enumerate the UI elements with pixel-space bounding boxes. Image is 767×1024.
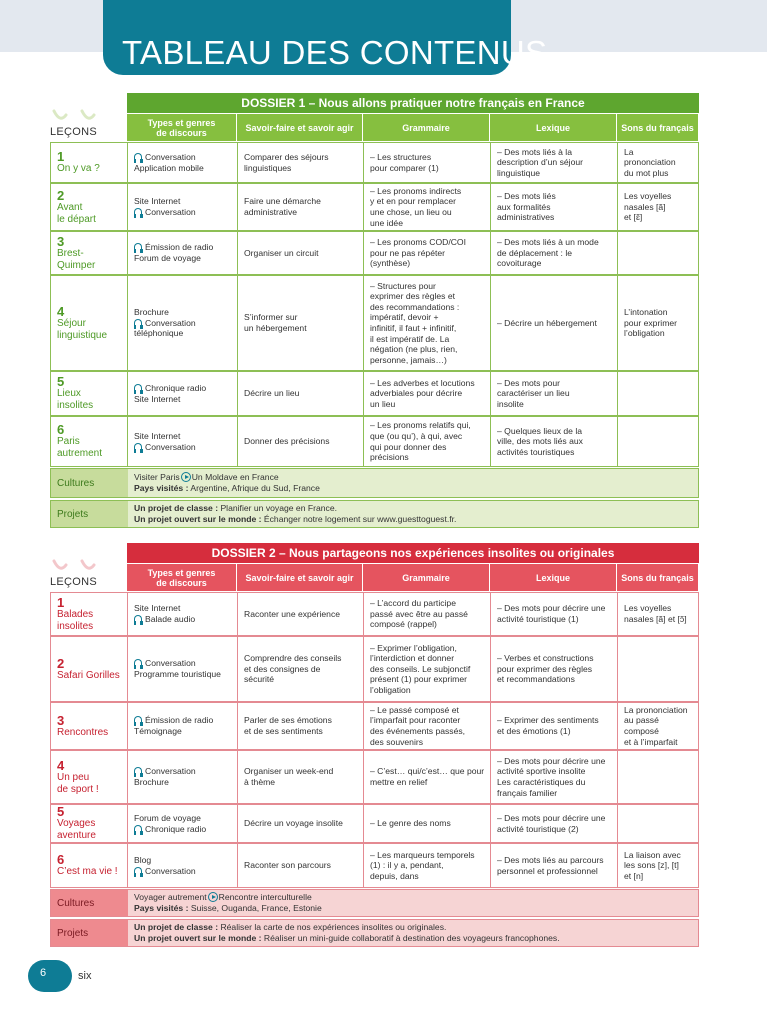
lesson-title (51, 844, 128, 887)
lesson-number: 6 (57, 852, 65, 867)
type-line (134, 658, 221, 669)
projet-monde-label: Un projet ouvert sur le monde : (134, 514, 262, 524)
sounds-cell: La prononciation du mot plus (624, 146, 676, 178)
projet-classe (134, 922, 698, 933)
type-line (134, 614, 195, 625)
grammar-cell: – Exprimer l’obligation, l’interdiction et donner des conseils. Le subjonctif présent (1) pour exprimer l’obligation (370, 642, 471, 695)
lesson-row (50, 371, 699, 416)
cultures-item: Visiter Paris (134, 472, 180, 482)
column-header: Lexique (490, 114, 616, 141)
savoir-faire-cell: Raconter son parcours (244, 860, 331, 871)
grammar-cell: – Les pronoms relatifs qui, que (ou qu’), à qui, avec qui pour donner des précisions (370, 420, 471, 463)
type-text: téléphonique (134, 328, 184, 339)
type-line (134, 394, 206, 405)
lesson-name: Safari Gorilles (57, 669, 120, 681)
grammar-cell: – Les marqueurs temporels (1) : il y a, pendant, depuis, dans (370, 849, 475, 881)
column-header: Sons du français (617, 114, 698, 141)
type-line (134, 855, 196, 866)
projet-monde-label: Un projet ouvert sur le monde : (134, 933, 262, 943)
grammar-cell: – C’est… qui/c’est… que pour mettre en relief (370, 766, 485, 787)
countries: Argentine, Afrique du Sud, France (188, 483, 320, 493)
lesson-number: 4 (57, 757, 65, 773)
headphones-icon (134, 867, 142, 875)
types-list (134, 152, 204, 173)
savoir-faire-cell: S’informer sur un hébergement (244, 312, 307, 333)
type-text: Forum de voyage (134, 253, 201, 263)
lesson-number: 2 (57, 187, 65, 203)
type-text: Chronique radio (145, 382, 207, 393)
cultures-row (50, 889, 699, 917)
type-text: Conversation (145, 317, 196, 328)
type-text: Conversation (145, 658, 196, 669)
cultures-text (128, 890, 698, 916)
projets-row (50, 919, 699, 947)
type-text: Témoignage (134, 726, 182, 736)
lesson-types (128, 844, 238, 887)
savoir-faire-cell: Organiser un circuit (244, 247, 319, 258)
projet-monde (134, 514, 698, 525)
grammar-cell: – Les pronoms indirects y et en pour remplacer une chose, un lieu ou une idée (370, 185, 462, 228)
grammar-cell: – Le passé composé et l’imparfait pour raconter des événements passés, des souvenirs (370, 704, 466, 747)
lexicon-cell: – Décrire un hébergement (497, 317, 597, 328)
type-text: Conversation (145, 766, 196, 777)
cultures-line-2 (134, 483, 698, 494)
lesson-title (51, 703, 128, 749)
savoir-faire-cell: Comparer des séjours linguistiques (244, 151, 329, 173)
lecons-tick-icon (52, 109, 96, 123)
cultures-label: Cultures (51, 890, 128, 916)
type-text: Brochure (134, 307, 169, 318)
lesson-title (51, 593, 128, 635)
lesson-row (50, 142, 699, 183)
lesson-row (50, 636, 699, 702)
type-line (134, 328, 196, 339)
grammar-cell: – Les adverbes et locutions adverbiales pour décrire un lieu (370, 377, 475, 409)
lesson-row (50, 843, 699, 888)
type-line (134, 152, 204, 163)
cultures-item: Un Moldave en France (191, 472, 279, 482)
type-line (134, 824, 206, 835)
lesson-row (50, 804, 699, 843)
video-play-icon (181, 472, 191, 482)
lesson-title (51, 805, 128, 842)
sounds-cell (618, 751, 700, 803)
type-line (134, 242, 213, 253)
dossier-banner: DOSSIER 2 – Nous partageons nos expériences insolites ou originales (127, 543, 699, 563)
type-line (134, 431, 196, 442)
types-list (134, 813, 206, 834)
sounds-cell: La prononciation au passé composé et à l’imparfait (624, 704, 688, 747)
projet-classe-label: Un projet de classe : (134, 503, 219, 513)
countries-label: Pays visités : (134, 903, 189, 913)
lesson-title (51, 232, 128, 274)
lesson-row (50, 231, 699, 275)
sounds-cell: L’intonation pour exprimer l’obligation (624, 307, 678, 339)
lesson-number: 5 (57, 805, 65, 819)
grammar-cell: – L’accord du participe passé avec être au passé composé (rappel) (370, 598, 468, 630)
page-title: TABLEAU DES CONTENUS (122, 34, 548, 71)
types-list (134, 383, 206, 404)
type-text: Site Internet (134, 603, 181, 614)
countries: Suisse, Ouganda, France, Estonie (188, 903, 322, 913)
grammar-cell: – Le genre des noms (370, 818, 451, 829)
headphones-icon (134, 153, 142, 161)
lesson-types (128, 232, 238, 274)
lesson-number: 6 (57, 422, 65, 437)
lesson-name: Lieux insolites (57, 388, 94, 411)
sounds-cell (618, 805, 700, 842)
lesson-name: Séjour linguistique (57, 317, 108, 341)
sounds-cell: La liaison avec les sons [z], [t] et [n] (624, 849, 681, 881)
grammar-cell: – Structures pour exprimer des règles et des recommandations : impératif, devoir + infinitif, il faut + infinitif, il est impératif de. La négation (ne plus, rien, personne, jamais…) (370, 280, 460, 365)
lecons-label: LEÇONS (50, 126, 98, 138)
types-list (134, 196, 196, 217)
type-line (134, 715, 213, 726)
sounds-cell: Les voyelles nasales [ã] et [ɔ̃] (624, 603, 687, 624)
lexicon-cell: – Des mots liés à un mode de déplacement : le covoiturage (497, 237, 599, 269)
lesson-row (50, 592, 699, 636)
type-line (134, 207, 196, 218)
cultures-item: Voyager autrement (134, 892, 207, 902)
sounds-cell (618, 637, 700, 701)
savoir-faire-cell: Donner des précisions (244, 436, 330, 447)
projet-classe-text: Réaliser la carte de nos expériences insolites ou originales. (218, 922, 447, 932)
lesson-row (50, 416, 699, 467)
page-number: 6 (40, 967, 47, 979)
types-list (134, 603, 195, 624)
lesson-types (128, 143, 238, 182)
column-header: Savoir-faire et savoir agir (237, 114, 362, 141)
types-list (134, 658, 221, 679)
savoir-faire-cell: Décrire un voyage insolite (244, 818, 343, 829)
lecons-label: LEÇONS (50, 576, 98, 588)
types-list (134, 242, 213, 263)
lesson-types (128, 276, 238, 370)
type-text: Blog (134, 854, 152, 865)
lexicon-cell: – Des mots liés à la description d’un séjour linguistique (497, 146, 583, 178)
lesson-types (128, 417, 238, 466)
headphones-icon (134, 208, 142, 216)
lesson-name: Voyages aventure (57, 818, 96, 841)
savoir-faire-cell: Faire une démarche administrative (244, 196, 321, 217)
lesson-types (128, 751, 238, 803)
type-text: Conversation (145, 441, 196, 452)
lesson-types (128, 184, 238, 230)
types-list (134, 307, 196, 339)
lexicon-cell: – Des mots liés aux formalités administratives (497, 191, 556, 223)
lesson-number: 5 (57, 374, 65, 389)
lesson-title (51, 184, 128, 230)
page-number-badge (28, 960, 72, 992)
savoir-faire-cell: Comprendre des conseils et des consignes de sécurité (244, 653, 342, 685)
type-line (134, 777, 196, 788)
type-line (134, 766, 196, 777)
savoir-faire-cell: Parler de ses émotions et de ses sentiments (244, 715, 332, 736)
lesson-number: 4 (57, 303, 65, 319)
page-number-word: six (78, 970, 92, 982)
cultures-text (128, 469, 698, 497)
savoir-faire-cell: Décrire un lieu (244, 388, 300, 399)
type-text: Conversation (145, 207, 196, 217)
lesson-name: Paris autrement (57, 436, 103, 459)
type-text: Chronique radio (145, 823, 207, 834)
lesson-number: 3 (57, 712, 65, 728)
lexicon-cell: – Des mots liés au parcours personnel et professionnel (497, 854, 604, 876)
lesson-name: Avant le départ (57, 201, 96, 225)
projet-classe (134, 503, 698, 514)
lesson-types (128, 372, 238, 415)
type-line (134, 813, 206, 824)
headphones-icon (134, 825, 142, 833)
savoir-faire-cell: Raconter une expérience (244, 608, 341, 619)
column-header: Savoir-faire et savoir agir (237, 564, 362, 591)
headphones-icon (134, 716, 142, 724)
column-header: Types et genres de discours (127, 114, 236, 141)
lecons-tick-icon (52, 559, 96, 573)
lesson-title (51, 276, 128, 370)
types-list (134, 766, 196, 787)
cultures-line-1 (134, 472, 698, 483)
type-line (134, 442, 196, 453)
lesson-number: 1 (57, 594, 65, 610)
lexicon-cell: – Des mots pour décrire une activité touristique (2) (497, 812, 606, 834)
cultures-line-1 (134, 892, 698, 903)
type-text: Forum de voyage (134, 812, 201, 823)
type-text: Conversation (145, 865, 196, 876)
type-text: Conversation (145, 151, 196, 162)
lesson-row (50, 183, 699, 231)
lesson-types (128, 805, 238, 842)
projet-classe-text: Planifier un voyage en France. (218, 503, 338, 513)
type-text: Balade audio (145, 614, 196, 624)
projet-monde (134, 933, 698, 944)
column-header: Grammaire (363, 114, 489, 141)
lesson-number: 3 (57, 233, 65, 249)
types-list (134, 431, 196, 452)
type-text: Site Internet (134, 430, 181, 441)
headphones-icon (134, 767, 142, 775)
sounds-cell (618, 372, 700, 415)
lesson-types (128, 703, 238, 749)
type-text: Application mobile (134, 162, 204, 173)
lesson-title (51, 637, 128, 701)
column-header: Grammaire (363, 564, 489, 591)
lesson-row (50, 750, 699, 804)
type-line (134, 253, 213, 264)
video-play-icon (208, 892, 218, 902)
headphones-icon (134, 319, 142, 327)
projet-monde-text: Réaliser un mini-guide collaboratif à destination des voyageurs francophones. (261, 933, 560, 943)
lesson-types (128, 593, 238, 635)
cultures-line-2 (134, 903, 698, 914)
types-list (134, 715, 213, 736)
lesson-row (50, 702, 699, 750)
projet-classe-label: Un projet de classe : (134, 922, 219, 932)
type-text: Brochure (134, 777, 169, 787)
projet-monde-text: Échanger notre logement sur www.guesttoguest.fr. (261, 514, 457, 524)
lesson-number: 2 (57, 655, 65, 671)
grammar-cell: – Les structures pour comparer (1) (370, 151, 439, 173)
sounds-cell: Les voyelles nasales [ã] et [ɛ̃] (624, 191, 672, 223)
lesson-name: Balades insolites (57, 608, 94, 632)
grammar-cell: – Les pronoms COD/COI pour ne pas répéter (synthèse) (370, 237, 466, 269)
headphones-icon (134, 443, 142, 451)
headphones-icon (134, 615, 142, 623)
headphones-icon (134, 659, 142, 667)
projets-text (128, 920, 698, 946)
type-line (134, 307, 196, 318)
lesson-title (51, 372, 128, 415)
type-line (134, 669, 221, 680)
projets-label: Projets (51, 501, 128, 527)
lexicon-cell: – Exprimer des sentiments et des émotions (1) (497, 715, 599, 736)
sounds-cell (618, 232, 700, 274)
cultures-label: Cultures (51, 469, 128, 497)
projets-text (128, 501, 698, 527)
sounds-cell (618, 417, 700, 466)
type-line (134, 383, 206, 394)
lesson-row (50, 275, 699, 371)
column-header: Types et genres de discours (127, 564, 236, 591)
type-text: Site Internet (134, 196, 181, 207)
lesson-name: Un peu de sport ! (57, 771, 99, 795)
type-line (134, 866, 196, 877)
lesson-name: Brest- Quimper (57, 247, 96, 271)
column-header: Lexique (490, 564, 616, 591)
cultures-row (50, 468, 699, 498)
headphones-icon (134, 384, 142, 392)
lexicon-cell: – Quelques lieux de la ville, des mots liés aux activités touristiques (497, 425, 583, 457)
type-line (134, 196, 196, 207)
lexicon-cell: – Des mots pour décrire une activité sportive insolite Les caractéristiques du français familier (497, 755, 606, 798)
type-text: Site Internet (134, 393, 181, 404)
type-line (134, 163, 204, 174)
lesson-number: 1 (57, 149, 65, 164)
projets-label: Projets (51, 920, 128, 946)
type-line (134, 603, 195, 614)
lexicon-cell: – Des mots pour décrire une activité touristique (1) (497, 603, 606, 624)
lesson-title (51, 751, 128, 803)
countries-label: Pays visités : (134, 483, 189, 493)
lexicon-cell: – Verbes et constructions pour exprimer des règles et recommandations (497, 653, 594, 685)
lesson-title (51, 417, 128, 466)
type-line (134, 318, 196, 329)
type-text: Émission de radio (145, 242, 214, 253)
cultures-item: Rencontre interculturelle (218, 892, 312, 902)
types-list (134, 855, 196, 876)
column-header: Sons du français (617, 564, 698, 591)
lesson-title (51, 143, 128, 182)
type-text: Programme touristique (134, 669, 221, 679)
savoir-faire-cell: Organiser un week-end à thème (244, 766, 334, 787)
type-line (134, 726, 213, 737)
dossier-banner: DOSSIER 1 – Nous allons pratiquer notre français en France (127, 93, 699, 113)
type-text: Émission de radio (145, 715, 214, 726)
lesson-name: On y va ? (57, 163, 100, 174)
projets-row (50, 500, 699, 528)
lesson-types (128, 637, 238, 701)
headphones-icon (134, 243, 142, 251)
lesson-name: Rencontres (57, 726, 109, 738)
lesson-name: C’est ma vie ! (57, 866, 118, 877)
lexicon-cell: – Des mots pour caractériser un lieu insolite (497, 377, 570, 409)
